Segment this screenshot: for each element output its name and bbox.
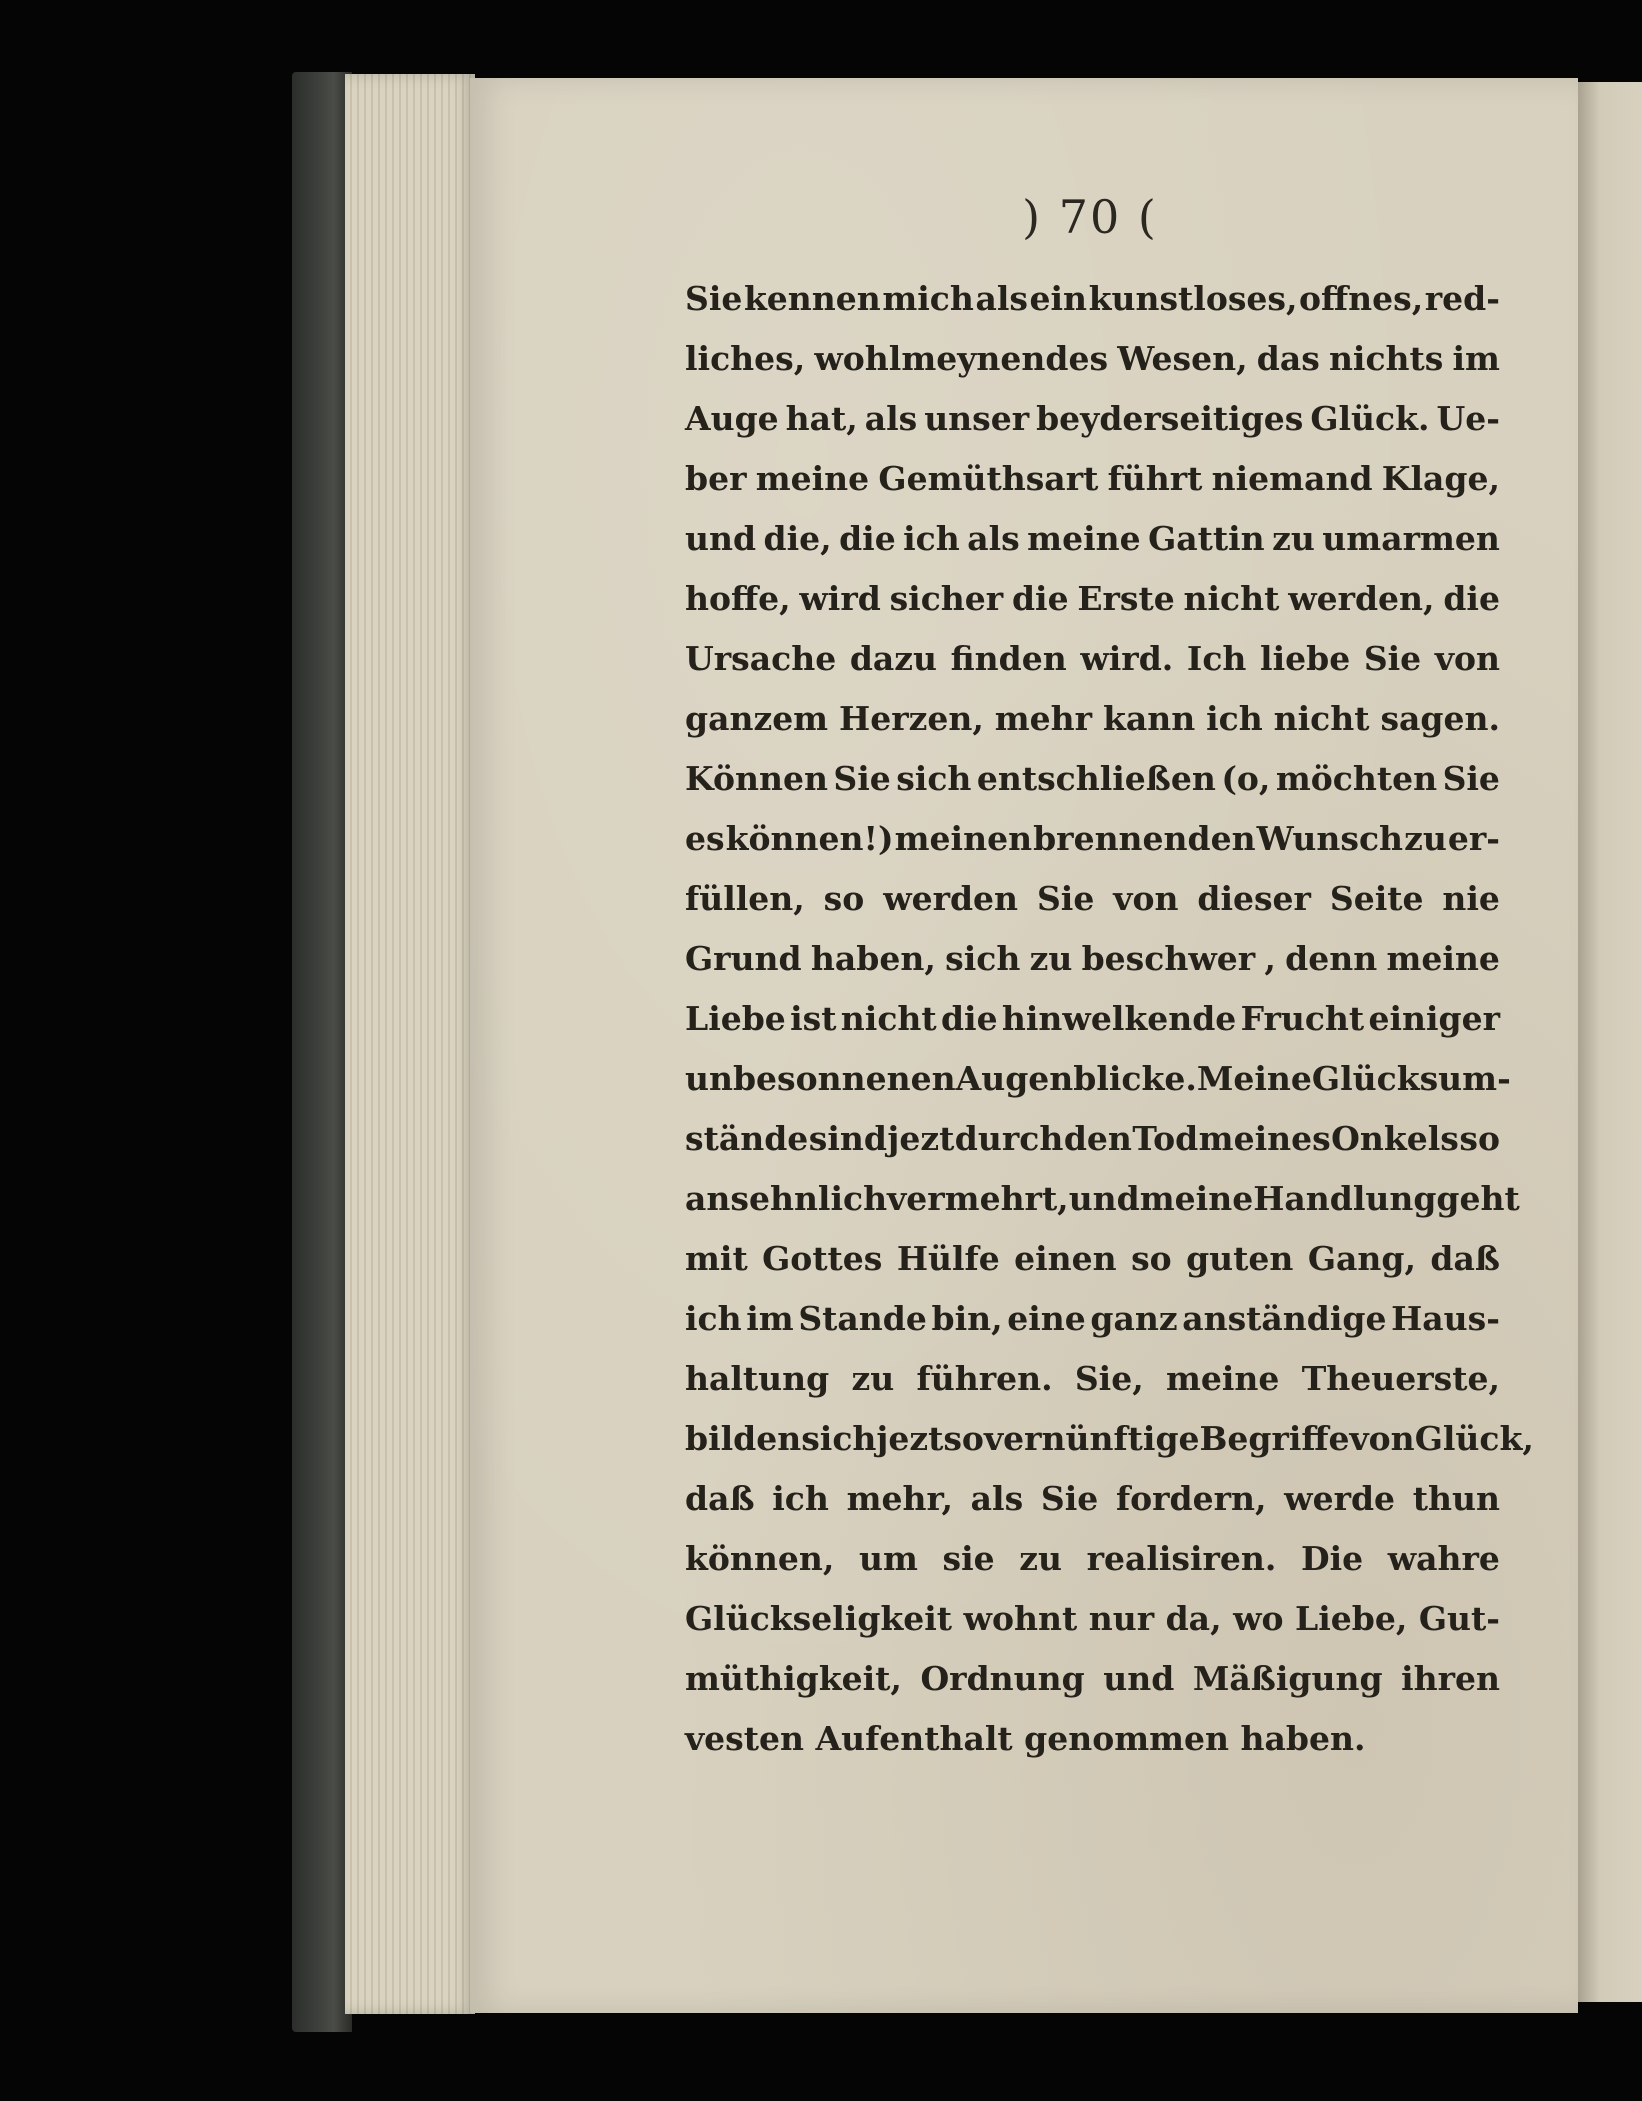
word: von	[1349, 1418, 1415, 1458]
word: Glück,	[1414, 1418, 1534, 1458]
word: meine	[1139, 1178, 1254, 1218]
word: von	[1434, 638, 1500, 678]
word: möchten	[1275, 758, 1438, 798]
word: und	[1103, 1658, 1175, 1698]
word: meine	[1165, 1358, 1280, 1398]
word: Onkels	[1331, 1118, 1459, 1158]
word: so	[943, 1418, 984, 1458]
word: werde	[1284, 1478, 1396, 1518]
word: liches,	[685, 338, 806, 378]
word: stände	[685, 1118, 809, 1158]
word: niemand	[1211, 458, 1373, 498]
word: daß	[1430, 1238, 1500, 1278]
word: Liebe,	[1295, 1598, 1408, 1638]
text-line	[685, 988, 1500, 1048]
word: Gemüthsart	[878, 458, 1099, 498]
word: beschwer	[1081, 938, 1256, 978]
word: Grund	[685, 938, 802, 978]
word: Mäßigung	[1192, 1658, 1383, 1698]
word: führen.	[916, 1358, 1053, 1398]
word: vernünftige	[983, 1418, 1200, 1458]
word: ich	[1206, 698, 1263, 738]
word: meine	[755, 458, 870, 498]
word: Gattin	[1148, 518, 1265, 558]
word: die	[1011, 578, 1069, 618]
body-text	[685, 268, 1534, 1768]
word: hat,	[785, 398, 858, 438]
word: hoffe,	[685, 578, 791, 618]
word: das	[1256, 338, 1320, 378]
word: nicht	[1183, 578, 1280, 618]
text-line	[685, 1228, 1500, 1288]
text-line	[685, 808, 1500, 868]
word: bin,	[931, 1298, 1003, 1338]
text-line	[685, 1408, 1534, 1468]
word: Seite	[1329, 878, 1424, 918]
word: den	[1063, 1118, 1132, 1158]
page-number-header: ) 70 (	[1022, 190, 1158, 244]
word: zu	[1272, 518, 1315, 558]
word: nichts	[1328, 338, 1444, 378]
word: meines	[1198, 1118, 1331, 1158]
text-line	[685, 508, 1500, 568]
word: entschließen	[976, 758, 1216, 798]
word: Meine	[1196, 1058, 1312, 1098]
word: von	[1113, 878, 1179, 918]
word: ich	[685, 1298, 742, 1338]
word: sind	[808, 1118, 887, 1158]
word: Gut-	[1418, 1598, 1500, 1638]
word: die	[839, 518, 896, 558]
word: zu	[1029, 938, 1073, 978]
word: ganzem	[685, 698, 829, 738]
word: als	[864, 398, 918, 438]
word: denn	[1285, 938, 1378, 978]
word: Gottes	[762, 1238, 883, 1278]
word: durch	[954, 1118, 1064, 1158]
word: Sie	[833, 758, 891, 798]
word: meine	[1027, 518, 1141, 558]
word: füllen,	[685, 878, 805, 918]
text-line	[685, 1288, 1500, 1348]
word: sich	[801, 1418, 877, 1458]
word: Ue-	[1436, 398, 1500, 438]
word: nur	[1088, 1598, 1155, 1638]
word: meine	[1386, 938, 1500, 978]
word: guten	[1186, 1238, 1294, 1278]
word: sich	[945, 938, 1021, 978]
word: Herzen,	[839, 698, 984, 738]
word: als	[975, 278, 1028, 318]
word: es	[685, 818, 725, 858]
word: Handlung	[1253, 1178, 1437, 1218]
word: Ordnung	[920, 1658, 1085, 1698]
word: als	[967, 518, 1020, 558]
word: Frucht	[1240, 998, 1365, 1038]
text-line	[685, 388, 1500, 448]
word: wohnt	[963, 1598, 1078, 1638]
word: kennen	[743, 278, 881, 318]
word: jezt	[876, 1418, 944, 1458]
word: zu	[851, 1358, 895, 1398]
word: führt	[1107, 458, 1203, 498]
text-line	[685, 328, 1500, 388]
word: Sie	[685, 278, 743, 318]
word: wird	[799, 578, 881, 618]
word: Ich	[1186, 638, 1247, 678]
text-line	[685, 1588, 1500, 1648]
word: Glückseligkeit	[685, 1598, 953, 1638]
word: unbesonnenen	[685, 1058, 956, 1098]
text-line	[685, 868, 1500, 928]
word: dazu	[849, 638, 938, 678]
word: Sie	[1036, 878, 1095, 918]
word: so	[1459, 1118, 1500, 1158]
word: wohlmeynendes	[814, 338, 1109, 378]
word: ich	[903, 518, 960, 558]
word: Gang,	[1307, 1238, 1416, 1278]
word: beyderseitiges	[1036, 398, 1304, 438]
word: da,	[1165, 1598, 1222, 1638]
word: zu	[1404, 818, 1447, 858]
word: die,	[763, 518, 832, 558]
word: Sie	[1442, 758, 1500, 798]
word: einiger	[1368, 998, 1500, 1038]
word: Augenblicke.	[955, 1058, 1197, 1098]
word: Wunsch	[1256, 818, 1404, 858]
word: sich	[896, 758, 972, 798]
word: Hülfe	[896, 1238, 1000, 1278]
facing-page-edge	[1578, 82, 1642, 2002]
word: dieser	[1197, 878, 1311, 918]
text-line	[685, 628, 1500, 688]
word: mich	[882, 278, 974, 318]
word: haben,	[810, 938, 936, 978]
word: Stande	[798, 1298, 927, 1338]
word: mehr	[994, 698, 1093, 738]
word: Auge	[685, 398, 779, 438]
word: um	[858, 1538, 918, 1578]
word: können,	[685, 1538, 835, 1578]
word: nicht	[1273, 698, 1370, 738]
word: (o,	[1221, 758, 1271, 798]
page-edges	[345, 74, 475, 2014]
word: nicht	[840, 998, 937, 1038]
word: einen	[1014, 1238, 1117, 1278]
word: Tod	[1132, 1118, 1199, 1158]
word: Können	[685, 758, 828, 798]
text-line	[685, 1048, 1511, 1108]
text-line	[685, 928, 1500, 988]
word: die	[1443, 578, 1500, 618]
word: vermehrt,	[887, 1178, 1069, 1218]
word: ich	[772, 1478, 829, 1518]
word: fordern,	[1115, 1478, 1267, 1518]
word: sagen.	[1380, 698, 1500, 738]
word: finden	[950, 638, 1067, 678]
word: ein	[1029, 278, 1088, 318]
word: Erste	[1077, 578, 1175, 618]
word: wo	[1233, 1598, 1284, 1638]
word: unser	[924, 398, 1030, 438]
word: offnes,	[1299, 278, 1424, 318]
word: die	[940, 998, 998, 1038]
text-line	[685, 1168, 1520, 1228]
word: und	[1068, 1178, 1140, 1218]
word: anständige	[1182, 1298, 1387, 1338]
word: nie	[1442, 878, 1500, 918]
word: werden,	[1288, 578, 1435, 618]
word: Glück.	[1310, 398, 1430, 438]
text-line	[685, 448, 1500, 508]
word: thun	[1412, 1478, 1500, 1518]
word: können!)	[725, 818, 894, 858]
word: meinen	[894, 818, 1033, 858]
word: Wesen,	[1117, 338, 1248, 378]
word: ansehnlich	[685, 1178, 888, 1218]
word: wird.	[1080, 638, 1174, 678]
word: Glücksum-	[1311, 1058, 1511, 1098]
word: brennenden	[1033, 818, 1256, 858]
word: Haus-	[1391, 1298, 1500, 1338]
book-cover-edge	[292, 72, 352, 2032]
word: zu	[1019, 1538, 1062, 1578]
word: red-	[1424, 278, 1500, 318]
word: sicher	[889, 578, 1004, 618]
word: bilden	[685, 1418, 802, 1458]
word: Theuerste,	[1301, 1358, 1500, 1398]
word: Liebe	[685, 998, 786, 1038]
text-line: vesten Aufenthalt genommen haben.	[685, 1718, 1366, 1758]
word: mit	[685, 1238, 748, 1278]
word: müthigkeit,	[685, 1658, 902, 1698]
word: so	[1131, 1238, 1172, 1278]
word: jezt	[887, 1118, 955, 1158]
word: wahre	[1387, 1538, 1500, 1578]
word: ihren	[1401, 1658, 1500, 1698]
word: daß	[685, 1478, 755, 1518]
word: im	[746, 1298, 794, 1338]
word: Sie	[1363, 638, 1422, 678]
text-line	[685, 1108, 1500, 1168]
text-line	[685, 688, 1500, 748]
word: so	[823, 878, 865, 918]
word: sie	[942, 1538, 995, 1578]
word: ,	[1264, 938, 1276, 978]
word: kunstloses,	[1088, 278, 1298, 318]
word: eine	[1007, 1298, 1086, 1338]
text-line	[685, 1468, 1500, 1528]
text-line	[685, 1348, 1500, 1408]
word: kann	[1102, 698, 1196, 738]
word: ist	[790, 998, 837, 1038]
word: Begriffe	[1199, 1418, 1350, 1458]
word: als	[970, 1478, 1024, 1518]
word: umarmen	[1322, 518, 1500, 558]
word: hinwelkende	[1001, 998, 1237, 1038]
word: werden	[883, 878, 1019, 918]
word: Die	[1301, 1538, 1364, 1578]
text-line	[685, 1528, 1500, 1588]
text-line	[685, 1648, 1500, 1708]
text-line	[685, 268, 1500, 328]
word: mehr,	[846, 1478, 953, 1518]
word: haltung	[685, 1358, 830, 1398]
word: ganz	[1090, 1298, 1178, 1338]
word: Sie,	[1074, 1358, 1144, 1398]
word: im	[1452, 338, 1500, 378]
word: realisiren.	[1086, 1538, 1277, 1578]
word: geht	[1436, 1178, 1520, 1218]
word: Sie	[1040, 1478, 1099, 1518]
word: liebe	[1260, 638, 1351, 678]
word: ber	[685, 458, 747, 498]
text-line	[685, 748, 1500, 808]
text-line	[685, 568, 1500, 628]
word: Ursache	[685, 638, 837, 678]
word: er-	[1447, 818, 1500, 858]
word: und	[685, 518, 757, 558]
word: Klage,	[1381, 458, 1500, 498]
